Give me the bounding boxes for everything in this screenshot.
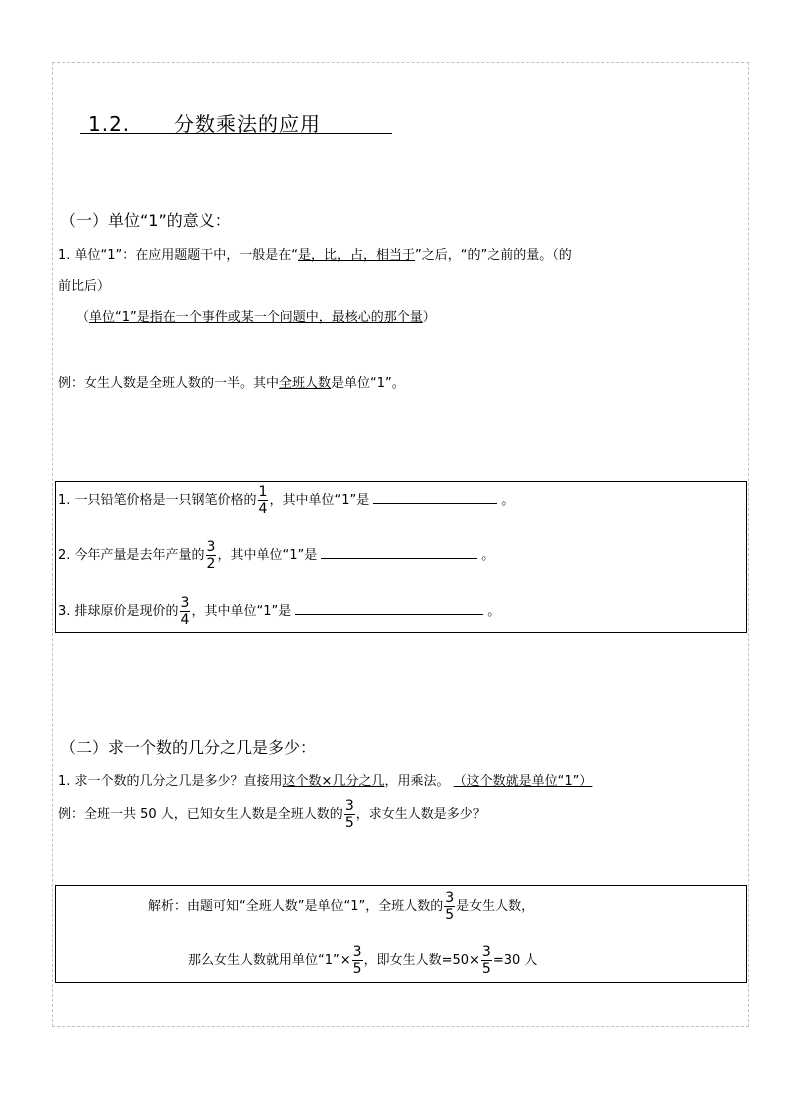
section2-para1: 1. 求一个数的几分之几是多少？直接用这个数×几分之几，用乘法。 （这个数就是单位“1”）: [58, 774, 593, 789]
solution-line1: 解析：由题可知“全班人数”是单位“1”，全班人数的 $\frac{3}{5}$ 是女生人数，: [148, 890, 535, 923]
solution-line2: 那么女生人数就用单位“1”× $\frac{3}{5}$ ，即女生人数=50× $\frac{3}{5}$ =30 人: [188, 944, 538, 977]
answer-blank[interactable]: [373, 502, 497, 504]
title-number: 1.2.: [88, 112, 131, 136]
section1-para2: （单位“1”是指在一个事件或某一个问题中，最核心的那个量）: [76, 310, 436, 325]
section1-para1: 1. 单位“1”：在应用题题干中，一般是在“是，比，占，相当于”之后，“的”之前的量。（的: [58, 248, 572, 263]
section2-example: 例：全班一共 50 人，已知女生人数是全班人数的 $\frac{3}{5}$ ，求女生人数是多少？: [58, 798, 486, 831]
section1-para1-cont: 前比后）: [58, 279, 111, 294]
section2-heading: （二）求一个数的几分之几是多少：: [60, 738, 317, 757]
exercise-q2: 2. 今年产量是去年产量的 $\frac{3}{2}$ ，其中单位“1”是 。: [58, 539, 495, 572]
fraction: $\frac{3}{4}$: [180, 595, 190, 628]
answer-blank[interactable]: [321, 557, 477, 559]
exercise-q1: 1. 一只铅笔价格是一只钢笔价格的 $\frac{1}{4}$ ，其中单位“1”是 。: [58, 484, 515, 517]
exercise-q3: 3. 排球原价是现价的 $\frac{3}{4}$ ，其中单位“1”是 。: [58, 595, 501, 628]
fraction: $\frac{3}{2}$: [206, 539, 216, 572]
title-underline: [80, 133, 392, 134]
section1-heading: （一）单位“1”的意义：: [60, 211, 231, 230]
title-text: 分数乘法的应用: [174, 112, 321, 136]
fraction: $\frac{3}{5}$: [344, 798, 354, 831]
fraction: $\frac{1}{4}$: [258, 484, 268, 517]
fraction: $\frac{3}{5}$: [352, 944, 362, 977]
section1-example: 例：女生人数是全班人数的一半。其中全班人数是单位“1”。: [58, 376, 405, 391]
fraction: $\frac{3}{5}$: [481, 944, 491, 977]
answer-blank[interactable]: [295, 613, 483, 615]
fraction: $\frac{3}{5}$: [445, 890, 455, 923]
